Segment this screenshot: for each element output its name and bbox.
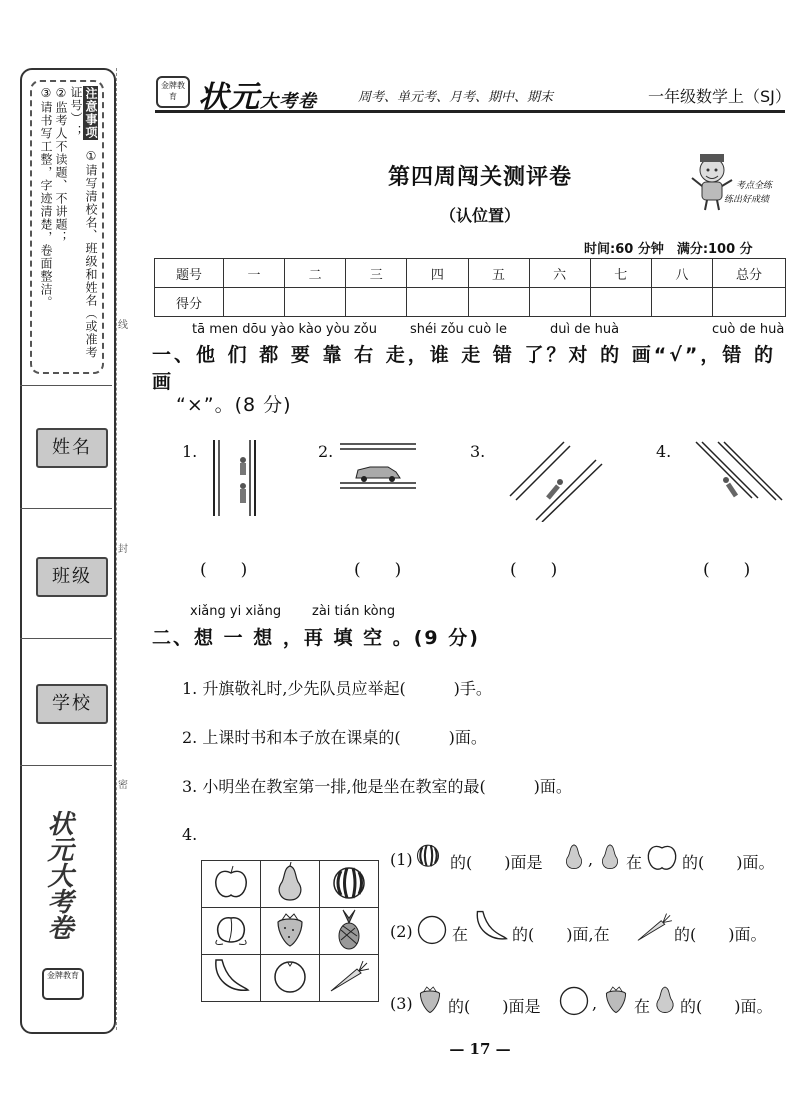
- fruit-cell: [202, 861, 261, 908]
- score-col: 五: [468, 259, 529, 288]
- watermelon-icon: [329, 863, 369, 901]
- q2-item-4-label: 4.: [182, 825, 198, 844]
- q2-item-2: 2. 上课时书和本子放在课桌的( )面。: [182, 728, 487, 747]
- mascot-illustration: [684, 150, 790, 212]
- fruit-grid: [201, 860, 379, 1002]
- mascot-slogan-1: 考点全练: [736, 181, 773, 191]
- road-picture-2: [340, 440, 420, 492]
- q2-pinyin-2: zài tián kòng: [312, 604, 396, 619]
- banana-icon: [472, 904, 510, 948]
- score-cell[interactable]: [285, 288, 346, 317]
- pear-icon: [596, 834, 624, 878]
- q2-pinyin-1: xiǎng yi xiǎng: [190, 604, 282, 619]
- fruit-cell: [320, 908, 379, 955]
- q1-answer-4[interactable]: ( ): [703, 560, 751, 580]
- pear-icon: [650, 976, 680, 1022]
- page-number: — 17 —: [449, 1040, 511, 1058]
- score-col: 四: [407, 259, 468, 288]
- pear-icon: [560, 834, 588, 878]
- score-cell[interactable]: [407, 288, 468, 317]
- header-subtitle: 周考、单元考、月考、期中、期末: [358, 90, 554, 105]
- class-label: 班级: [36, 557, 108, 597]
- q2-text: 二、想 一 想 ，再 填 空 。(9 分): [152, 627, 480, 649]
- strip-divider: [20, 385, 112, 386]
- score-cell[interactable]: [590, 288, 651, 317]
- fruit-cell: [261, 861, 320, 908]
- road-picture-3: [496, 440, 606, 522]
- score-cell[interactable]: [346, 288, 407, 317]
- notice-text: [38, 86, 98, 366]
- header-badge: 金牌教育: [156, 76, 190, 108]
- cut-char-line: 线: [118, 320, 128, 331]
- strip-divider: [20, 638, 112, 639]
- score-col: 一: [224, 259, 285, 288]
- apple-icon: [211, 863, 251, 901]
- school-label: 学校: [36, 684, 108, 724]
- q2-item-3: 3. 小明坐在教室第一排,他是坐在教室的最( )面。: [182, 777, 572, 796]
- strawberry-icon: [600, 980, 632, 1018]
- score-cell[interactable]: [713, 288, 786, 317]
- q1-answer-2[interactable]: ( ): [354, 560, 402, 580]
- score-col-total: 总分: [713, 259, 786, 288]
- watermelon-icon: [414, 838, 442, 872]
- peach-icon: [211, 910, 251, 948]
- fruit-cell: [320, 861, 379, 908]
- q1-answer-3[interactable]: ( ): [510, 560, 558, 580]
- q1-text-line2: “×”。(8 分): [176, 394, 292, 416]
- q1-pinyin-1: tā men dōu yào kào yòu zǒu: [192, 322, 377, 337]
- q1-item-label: 2.: [318, 442, 334, 461]
- carrot-icon: [327, 957, 371, 995]
- fruit-cell: [261, 908, 320, 955]
- score-col: 二: [285, 259, 346, 288]
- score-row-label: 得分: [155, 288, 224, 317]
- header-rule: [155, 110, 785, 113]
- q2-sub-3: (3) 的( )面是 , 在 的( )面。: [390, 994, 790, 1034]
- fruit-cell: [261, 955, 320, 1002]
- score-row-label: 题号: [155, 259, 224, 288]
- score-col: 八: [651, 259, 712, 288]
- q1-item-label: 4.: [656, 442, 672, 461]
- orange-icon: [414, 910, 450, 948]
- score-col: 三: [346, 259, 407, 288]
- banana-icon: [210, 956, 252, 996]
- q2-item-1: 1. 升旗敬礼时,少先队员应举起( )手。: [182, 679, 492, 698]
- page-title: 第四周闯关测评卷: [387, 164, 572, 190]
- header-grade: 一年级数学上（SJ）: [648, 87, 791, 106]
- apple-icon: [644, 838, 680, 874]
- strawberry-icon: [414, 980, 446, 1018]
- score-cell[interactable]: [651, 288, 712, 317]
- notice-1: ①请写清校名、班级和姓名（或准考证号）；: [69, 86, 98, 359]
- q1-item-label: 1.: [182, 442, 198, 461]
- carrot-icon: [634, 910, 674, 944]
- score-table: [154, 258, 786, 317]
- cut-char-seal: 封: [118, 544, 128, 555]
- q2-sub-1: (1) 的( )面是 , 在 的( )面。: [390, 850, 790, 890]
- road-picture-4: [676, 440, 786, 522]
- score-col: 七: [590, 259, 651, 288]
- pineapple-icon: [329, 908, 369, 950]
- orange-icon: [270, 957, 310, 995]
- cut-char-secret: 密: [118, 780, 128, 791]
- header-brand: 状元大考卷: [198, 80, 317, 115]
- page-subtitle: （认位置）: [439, 206, 520, 225]
- fruit-cell: [202, 955, 261, 1002]
- score-col: 六: [529, 259, 590, 288]
- score-cell[interactable]: [468, 288, 529, 317]
- strip-divider: [20, 508, 112, 509]
- road-picture-1: [210, 440, 260, 516]
- score-cell[interactable]: [224, 288, 285, 317]
- orange-icon: [556, 982, 592, 1018]
- notice-3: ③请书写工整，字迹清楚，卷面整洁。: [39, 86, 53, 309]
- q1-item-label: 3.: [470, 442, 486, 461]
- q1-pinyin-2: shéi zǒu cuò le: [410, 322, 507, 337]
- name-label: 姓名: [36, 428, 108, 468]
- mascot-slogan-2: 练出好成绩: [724, 195, 770, 205]
- fruit-cell: [202, 908, 261, 955]
- q1-answer-1[interactable]: ( ): [200, 560, 248, 580]
- pear-icon: [270, 862, 310, 902]
- strip-logo: 状元大考卷: [43, 810, 73, 940]
- score-cell[interactable]: [529, 288, 590, 317]
- q1-pinyin-4: cuò de huà: [712, 322, 785, 337]
- strawberry-icon: [270, 910, 310, 948]
- strip-divider: [20, 765, 112, 766]
- time-info: 时间:60 分钟 满分:100 分: [584, 242, 753, 257]
- q2-sub-2: (2) 在 的( )面,在 的( )面。: [390, 922, 790, 962]
- q1-pinyin-3: duì de huà: [550, 322, 620, 337]
- notice-tag: 注意事项: [84, 87, 98, 139]
- strip-badge: 金牌教育: [42, 968, 84, 1000]
- q1-text: 一、他 们 都 要 靠 右 走，谁 走 错 了？对 的 画“√”，错 的 画: [152, 344, 777, 393]
- fruit-cell: [320, 955, 379, 1002]
- notice-2: ②监考人不读题、不讲题；: [54, 86, 68, 244]
